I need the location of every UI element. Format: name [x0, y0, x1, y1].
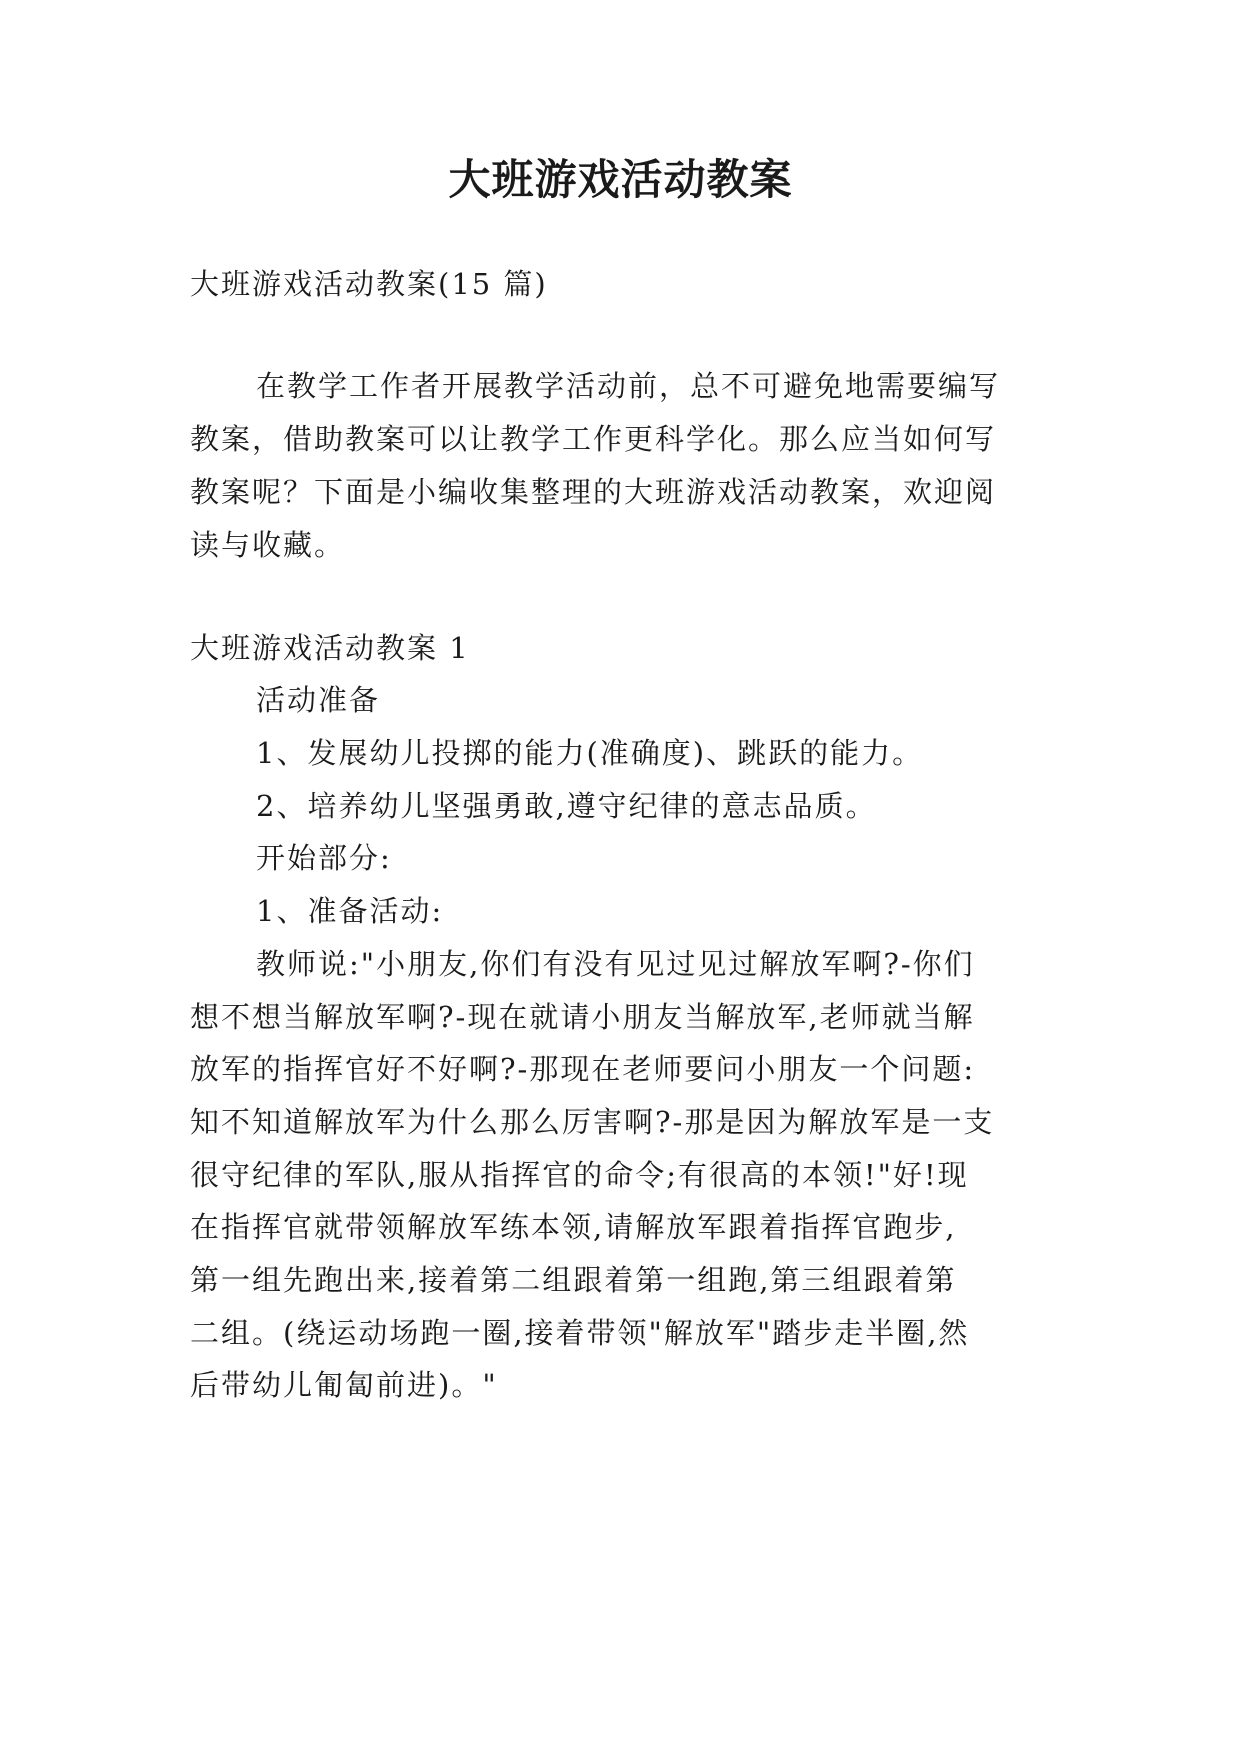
prep-item: 2、培养幼儿坚强勇敢,遵守纪律的意志品质。 [256, 789, 877, 823]
intro-line: 教案，借助教案可以让教学工作更科学化。那么应当如何写 [190, 422, 997, 456]
body-line: 想不想当解放军啊?-现在就请小朋友当解放军,老师就当解 [190, 1000, 975, 1034]
document-title: 大班游戏活动教案 [448, 155, 793, 204]
body-line: 很守纪律的军队,服从指挥官的命令;有很高的本领!"好!现 [190, 1158, 969, 1192]
body-line: 知不知道解放军为什么那么厉害啊?-那是因为解放军是一支 [190, 1105, 995, 1139]
prep-heading: 活动准备 [256, 683, 381, 717]
prep-item: 1、发展幼儿投掷的能力(准确度)、跳跃的能力。 [256, 736, 924, 770]
intro-line: 教案呢？下面是小编收集整理的大班游戏活动教案，欢迎阅 [190, 475, 997, 509]
start-heading: 开始部分: [256, 841, 392, 875]
section-heading: 大班游戏活动教案 1 [190, 631, 470, 665]
document-subtitle: 大班游戏活动教案(15 篇) [190, 267, 548, 301]
body-line: 在指挥官就带领解放军练本领,请解放军跟着指挥官跑步, [190, 1210, 957, 1244]
body-line: 第一组先跑出来,接着第二组跟着第一组跑,第三组跟着第 [190, 1263, 957, 1297]
intro-line: 读与收藏。 [190, 528, 346, 562]
intro-line: 在教学工作者开展教学活动前，总不可避免地需要编写 [256, 369, 1001, 403]
body-line: 二组。(绕运动场跑一圈,接着带领"解放军"踏步走半圈,然 [190, 1316, 970, 1350]
body-line: 放军的指挥官好不好啊?-那现在老师要问小朋友一个问题: [190, 1052, 976, 1086]
body-line: 后带幼儿匍匐前进)。" [190, 1368, 498, 1402]
body-line: 教师说:"小朋友,你们有没有见过见过解放军啊?-你们 [256, 947, 975, 981]
step-heading: 1、准备活动: [256, 894, 444, 928]
